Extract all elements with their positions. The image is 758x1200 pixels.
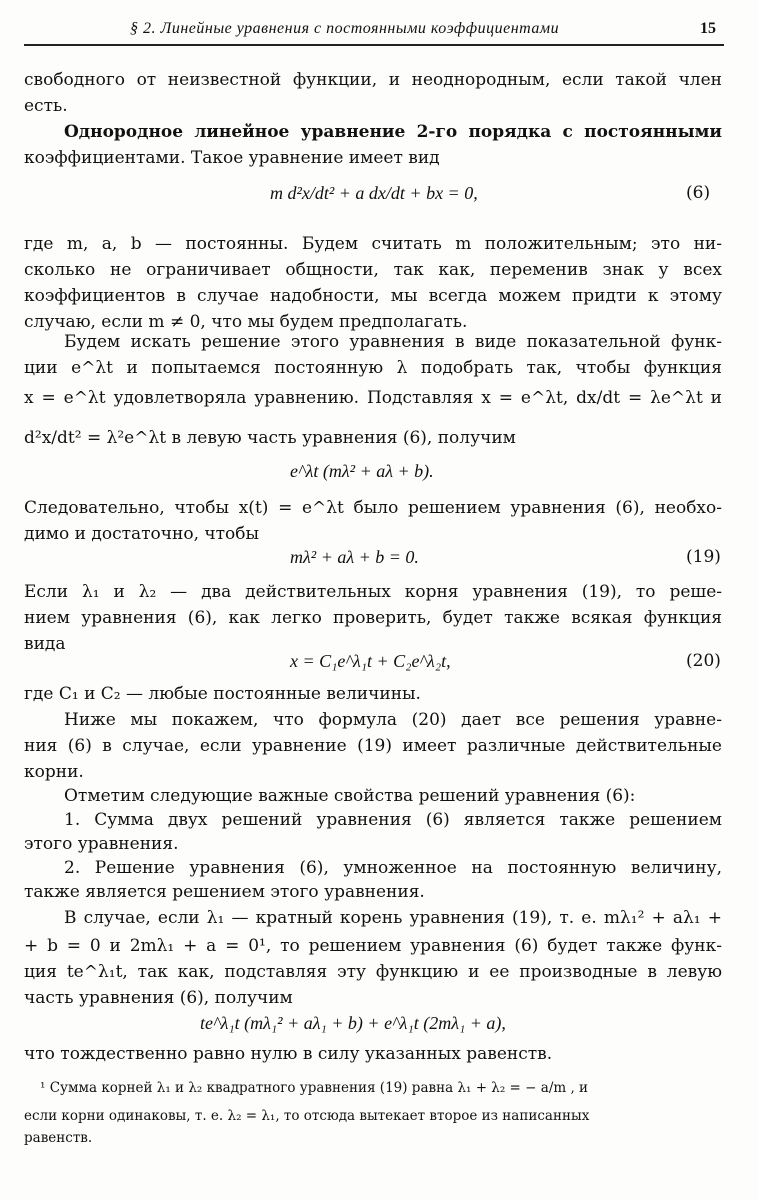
text-line: В случае, если λ₁ — кратный корень уравнения (19), т. е. mλ₁² + aλ₁ +	[64, 908, 722, 928]
running-title: § 2. Линейные уравнения с постоянными коэффициентами	[130, 20, 560, 37]
equation-number: (6)	[686, 183, 711, 203]
text-line: где C₁ и C₂ — любые постоянные величины.	[24, 684, 421, 704]
text-line: димо и достаточно, чтобы	[24, 524, 260, 544]
text-line: коэффициентами. Такое уравнение имеет вид	[24, 148, 440, 168]
text-line: вида	[24, 634, 66, 654]
text-line: x = e^λt удовлетворяла уравнению. Подставляя x = e^λt, dx/dt = λe^λt и	[24, 388, 722, 408]
text-line: что тождественно равно нулю в силу указанных равенств.	[24, 1044, 553, 1064]
text-line: d²x/dt² = λ²e^λt в левую часть уравнения (6), получим	[24, 428, 516, 448]
section-heading: Однородное линейное уравнение 2-го порядка с постоянными	[64, 122, 722, 142]
equation-6: m d²x/dt² + a dx/dt + bx = 0,	[270, 183, 478, 203]
equation-20: x = C₁e^λ₁t + C₂e^λ₂t,	[290, 651, 451, 671]
footnote-line: если корни одинаковы, т. е. λ₂ = λ₁, то отсюда вытекает второе из написанных	[24, 1108, 590, 1124]
text-line: есть.	[24, 96, 68, 116]
text-line: Следовательно, чтобы x(t) = e^λt было решением уравнения (6), необхо-	[24, 498, 722, 518]
footnote-line: равенств.	[24, 1130, 93, 1146]
text-line: 2. Решение уравнения (6), умноженное на постоянную величину,	[64, 858, 722, 878]
equation-number: (19)	[686, 547, 721, 567]
text-line: + b = 0 и 2mλ₁ + a = 0¹, то решением уравнения (6) будет также функ-	[24, 936, 722, 956]
text-line: 1. Сумма двух решений уравнения (6) является также решением	[64, 810, 722, 830]
page-number: 15	[700, 20, 716, 37]
text-line: свободного от неизвестной функции, и неоднородным, если такой член	[24, 70, 722, 90]
text-line: корни.	[24, 762, 84, 782]
text-line: часть уравнения (6), получим	[24, 988, 293, 1008]
equation-number: (20)	[686, 651, 721, 671]
footnote-line: ¹ Сумма корней λ₁ и λ₂ квадратного уравнения (19) равна λ₁ + λ₂ = − a/m , и	[40, 1080, 589, 1096]
text-line: коэффициентов в случае надобности, мы всегда можем придти к этому	[24, 286, 722, 306]
text-line: ния (6) в случае, если уравнение (19) имеет различные действительные	[24, 736, 722, 756]
text-line: Ниже мы покажем, что формула (20) дает все решения уравне-	[64, 710, 722, 730]
text-line: сколько не ограничивает общности, так как, переменив знак у всех	[24, 260, 722, 280]
text-line: где m, a, b — постоянны. Будем считать m положительным; это ни-	[24, 234, 722, 254]
text-line: случаю, если m ≠ 0, что мы будем предполагать.	[24, 312, 468, 332]
text-line: Если λ₁ и λ₂ — два действительных корня уравнения (19), то реше-	[24, 582, 722, 602]
header-rule	[24, 44, 724, 46]
text-line: ции e^λt и попытаемся постоянную λ подобрать так, чтобы функция	[24, 358, 722, 378]
text-line: ция te^λ₁t, так как, подставляя эту функцию и ее производные в левую	[24, 962, 722, 982]
equation-multiple-root: te^λ₁t (mλ₁² + aλ₁ + b) + e^λ₁t (2mλ₁ + a),	[200, 1013, 506, 1033]
text-line: также является решением этого уравнения.	[24, 882, 425, 902]
equation-19: mλ² + aλ + b = 0.	[290, 547, 419, 567]
text-line: этого уравнения.	[24, 834, 179, 854]
text-line: Отметим следующие важные свойства решений уравнения (6):	[64, 786, 636, 806]
equation-substitution: e^λt (mλ² + aλ + b).	[290, 461, 434, 481]
text-line: нием уравнения (6), как легко проверить, будет также всякая функция	[24, 608, 722, 628]
text-line: Будем искать решение этого уравнения в виде показательной функ-	[64, 332, 722, 352]
